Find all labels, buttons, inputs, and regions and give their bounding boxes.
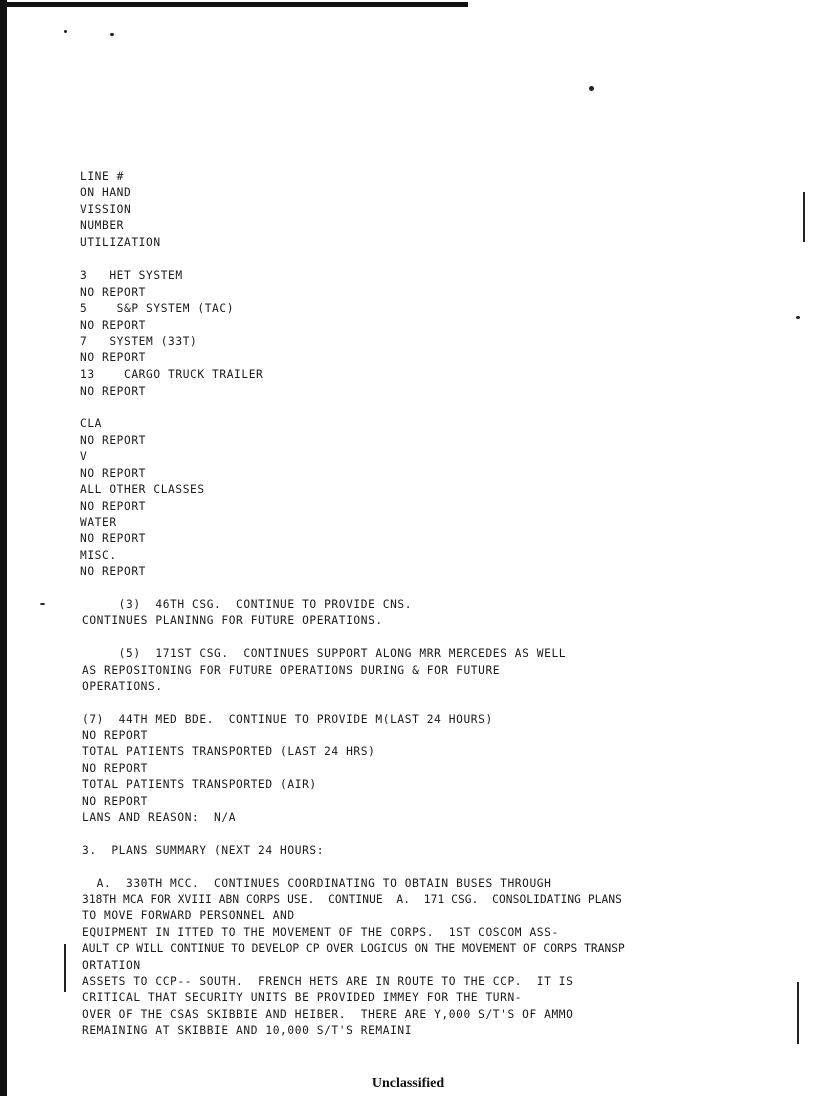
- text-line: ASSETS TO CCP-- SOUTH. FRENCH HETS ARE IN ROUTE TO THE CCP. IT IS: [82, 975, 574, 988]
- text-line: NO REPORT: [82, 762, 149, 775]
- text-line: 7 SYSTEM (33T): [80, 335, 198, 348]
- text-line: ON HAND: [80, 186, 132, 199]
- text-line: 13 CARGO TRUCK TRAILER: [80, 368, 264, 381]
- text-line: 318TH MCA FOR XVIII ABN CORPS USE. CONTINUE A. 171 CSG. CONSOLIDATING PLANS: [82, 893, 622, 906]
- text-line: ORTATION: [82, 959, 141, 972]
- text-line: 3. PLANS SUMMARY (NEXT 24 HOURS:: [82, 844, 325, 857]
- text-line: AULT CP WILL CONTINUE TO DEVELOP CP OVER LOGICUS ON THE MOVEMENT OF CORPS TRANSP: [82, 942, 625, 955]
- text-line: MISC.: [80, 549, 117, 562]
- text-line: (5) 171ST CSG. CONTINUES SUPPORT ALONG MRR MERCEDES AS WELL: [82, 647, 567, 660]
- text-line: EQUIPMENT IN ITTED TO THE MOVEMENT OF THE CORPS. 1ST COSCOM ASS-: [82, 926, 559, 939]
- text-line: NO REPORT: [80, 434, 147, 447]
- text-line: CONTINUES PLANINNG FOR FUTURE OPERATIONS.: [82, 614, 383, 627]
- text-line: UTILIZATION: [80, 236, 161, 249]
- text-line: REMAINING AT SKIBBIE AND 10,000 S/T'S REMAINI: [82, 1024, 413, 1037]
- text-line: 5 S&P SYSTEM (TAC): [80, 302, 235, 315]
- text-line: ALL OTHER CLASSES: [80, 483, 205, 496]
- text-line: NO REPORT: [80, 467, 147, 480]
- text-line: NO REPORT: [80, 500, 147, 513]
- text-line: OVER OF THE CSAS SKIBBIE AND HEIBER. THERE ARE Y,000 S/T'S OF AMMO: [82, 1008, 574, 1021]
- text-line: NO REPORT: [80, 286, 147, 299]
- text-line: VISSION: [80, 203, 132, 216]
- text-line: (3) 46TH CSG. CONTINUE TO PROVIDE CNS.: [82, 598, 413, 611]
- text-line: LANS AND REASON: N/A: [82, 811, 237, 824]
- text-line: NO REPORT: [82, 795, 149, 808]
- text-line: NO REPORT: [80, 565, 147, 578]
- text-line: LINE #: [80, 170, 125, 183]
- text-line: 3 HET SYSTEM: [80, 269, 183, 282]
- text-line: NO REPORT: [80, 319, 147, 332]
- text-line: TOTAL PATIENTS TRANSPORTED (LAST 24 HRS): [82, 745, 376, 758]
- text-line: NO REPORT: [80, 532, 147, 545]
- text-line: AS REPOSITONING FOR FUTURE OPERATIONS DURING & FOR FUTURE: [82, 664, 501, 677]
- text-line: NO REPORT: [80, 351, 147, 364]
- text-line: (7) 44TH MED BDE. CONTINUE TO PROVIDE M(LAST 24 HOURS): [82, 713, 493, 726]
- classification-footer: Unclassified: [371, 1076, 445, 1091]
- text-line: CLA: [80, 417, 103, 430]
- text-line: NUMBER: [80, 219, 125, 232]
- text-line: OPERATIONS.: [82, 680, 163, 693]
- text-line: A. 330TH MCC. CONTINUES COORDINATING TO OBTAIN BUSES THROUGH: [82, 877, 552, 890]
- text-line: NO REPORT: [82, 729, 149, 742]
- text-line: TO MOVE FORWARD PERSONNEL AND: [82, 909, 295, 922]
- text-line: V: [80, 450, 88, 463]
- text-line: WATER: [80, 516, 117, 529]
- text-line: TOTAL PATIENTS TRANSPORTED (AIR): [82, 778, 317, 791]
- text-line: CRITICAL THAT SECURITY UNITS BE PROVIDED IMMEY FOR THE TURN-: [82, 991, 523, 1004]
- text-line: NO REPORT: [80, 385, 147, 398]
